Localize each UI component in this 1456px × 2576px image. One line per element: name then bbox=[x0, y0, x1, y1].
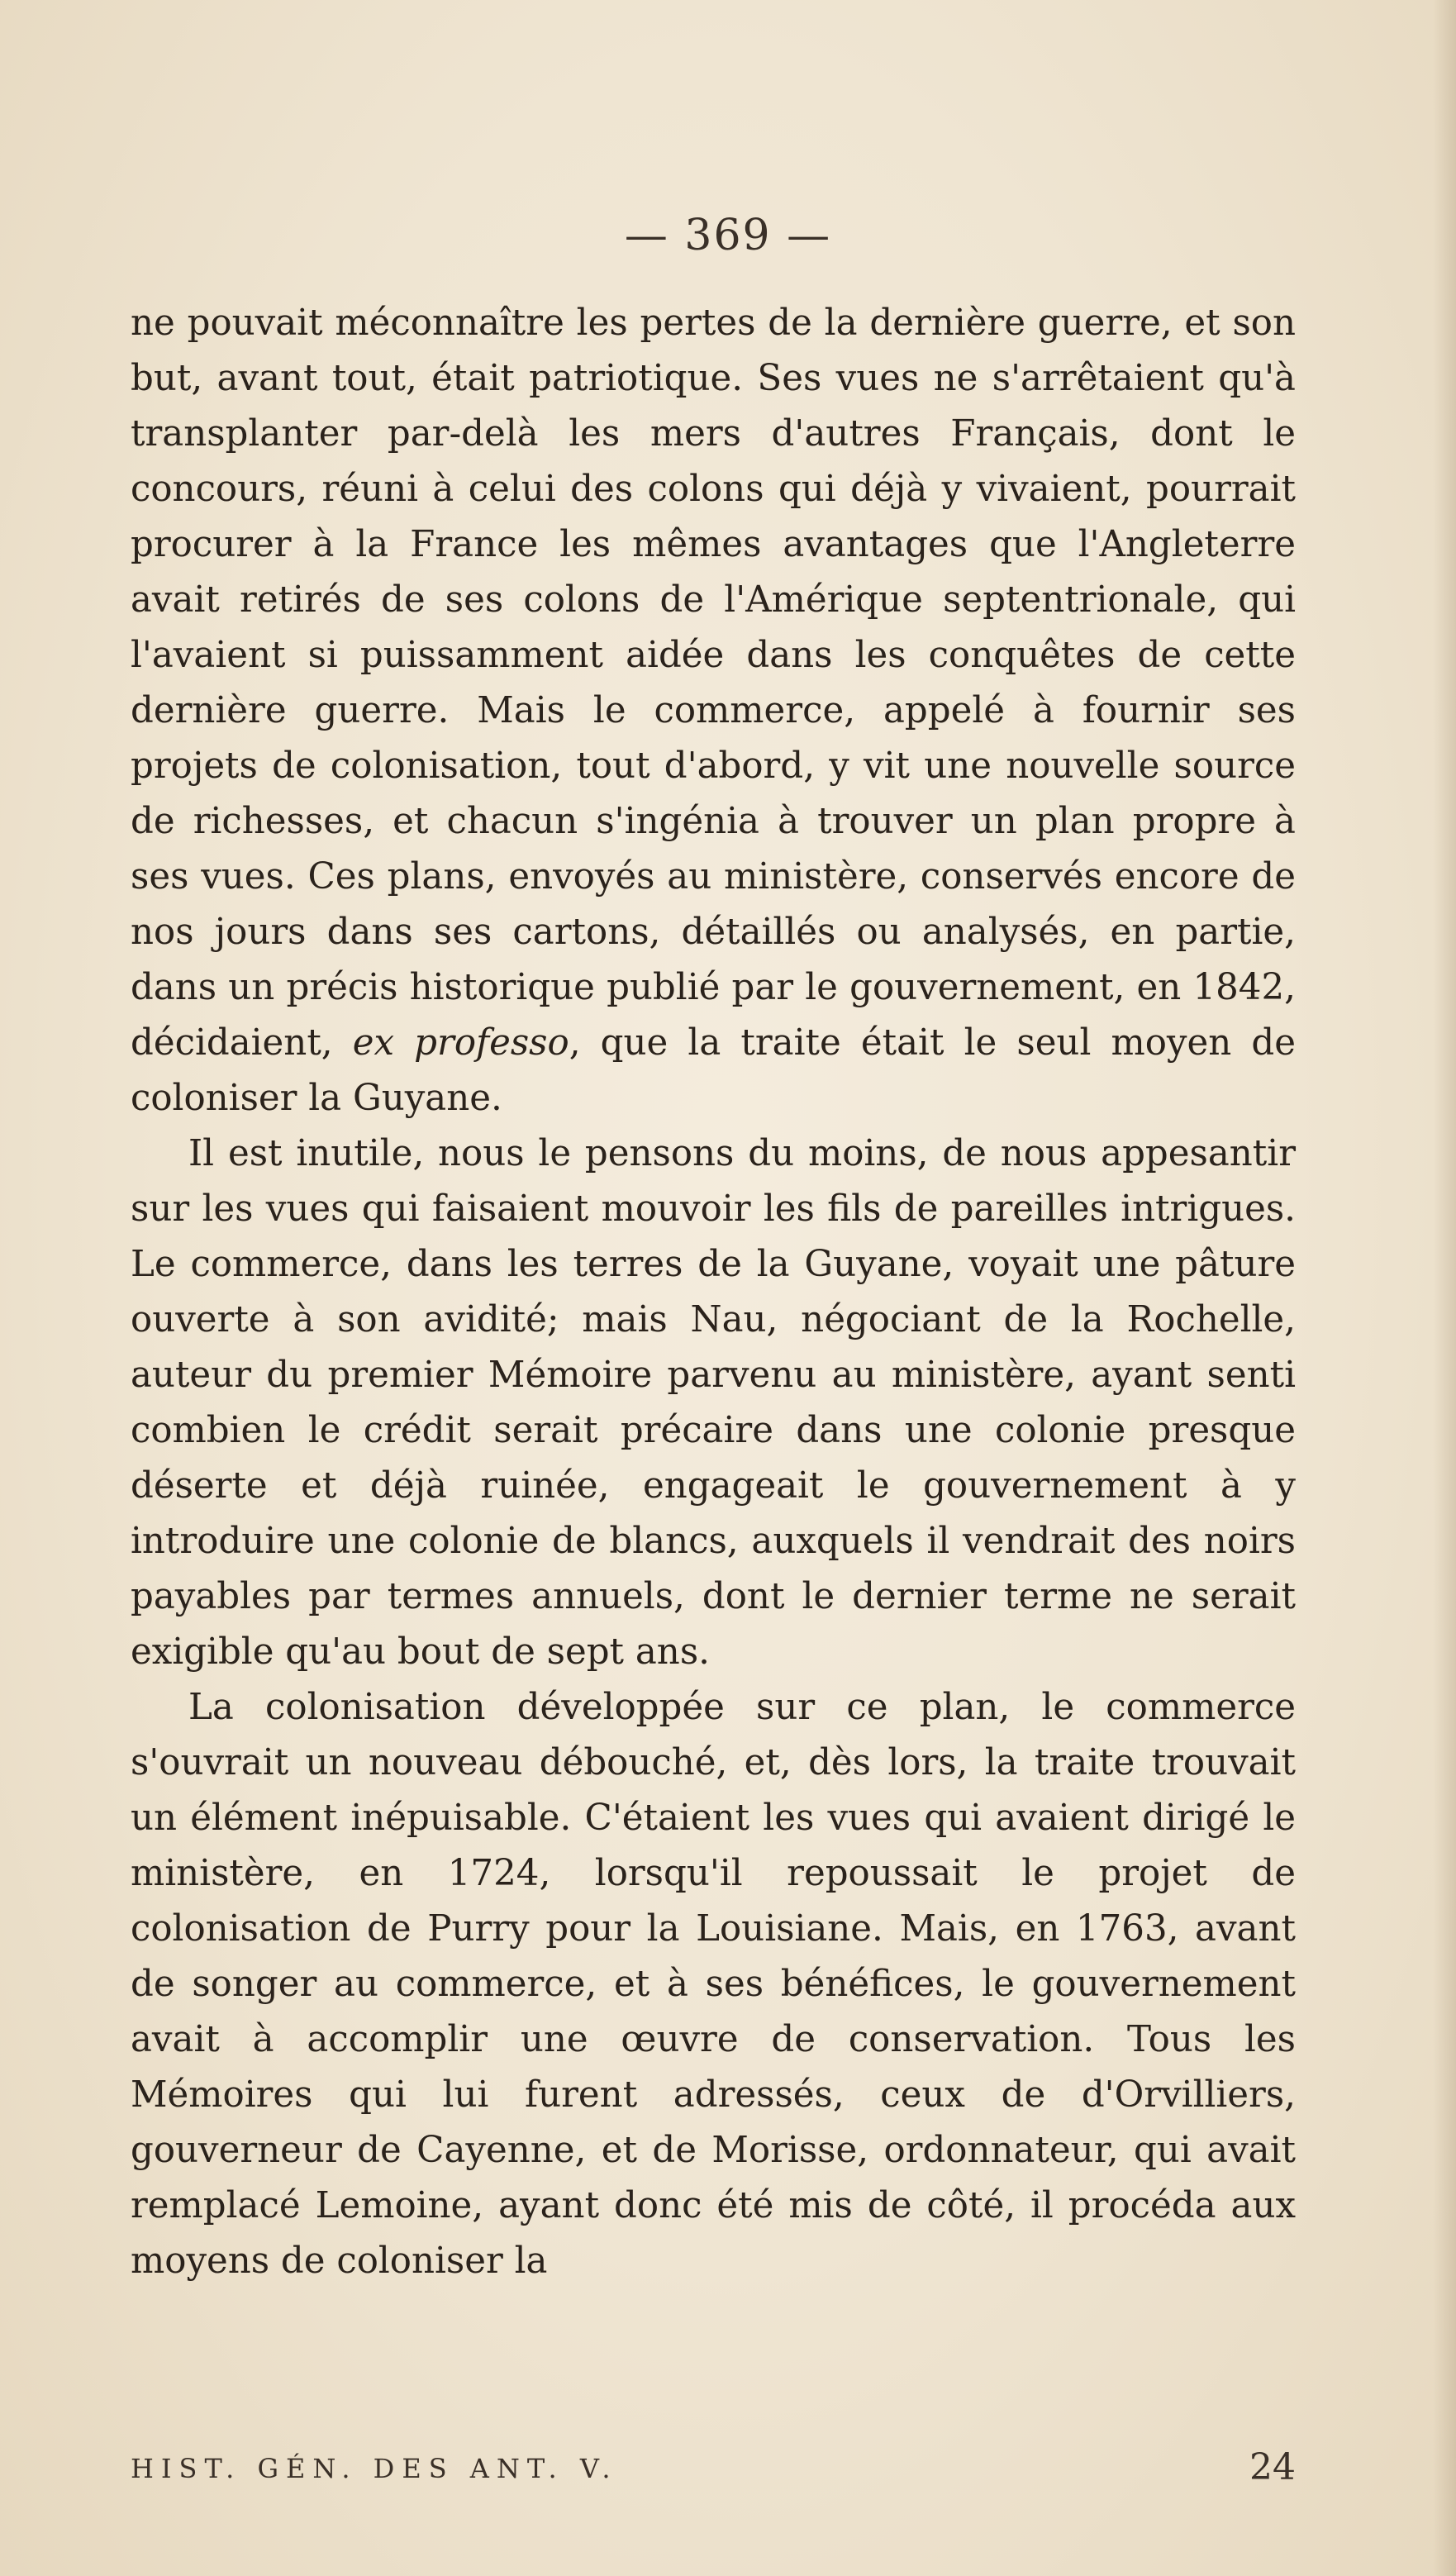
signature-mark: HIST. GÉN. DES ANT. V. bbox=[131, 2453, 618, 2484]
latin-phrase: ex professo bbox=[352, 1022, 569, 1064]
paragraph-3: La colonisation développée sur ce plan, le commerce s'ouvrait un nouveau débouché, et, dès lors, la traite trouvait un élément inépuisable. C'étaient les vues qui avaient dirigé le ministère, en 1724, lorsqu'il repoussait le projet de colonisation de Purry pour la Louisiane. Mais, en 1763, avant de songer au commerce, et à ses bénéfices, le gouvernement avait à accomplir une œuvre de conservation. Tous les Mémoires qui lui furent adressés, ceux de d'Orvilliers, gouverneur de Cayenne, et de Morisse, ordonnateur, qui avait remplacé Lemoine, ayant donc été mis de côté, il procéda aux moyens de coloniser la bbox=[131, 1687, 1296, 2282]
paragraph-1-text-end: , que la traite était le seul moyen de coloniser la Guyane. bbox=[131, 1022, 1296, 1119]
paragraph-1 bbox=[131, 296, 1296, 1126]
paragraph-1-text: ne pouvait méconnaître les pertes de la dernière guerre, et son but, avant tout, était patriotique. Ses vues ne s'arrêtaient qu'à transplanter par-delà les mers d'autres Français, dont le concours, réuni à celui des colons qui déjà y vivaient, pourrait procurer à la France les mêmes avantages que l'Angleterre avait retirés de ses colons de l'Amérique septentrionale, qui l'avaient si puissamment aidée dans les conquêtes de cette dernière guerre. Mais le commerce, appelé à fournir ses projets de colonisation, tout d'abord, y vit une nouvelle source de richesses, et chacun s'ingénia à trouver un plan propre à ses vues. Ces plans, envoyés au ministère, conservés encore de nos jours dans ses cartons, détaillés ou analysés, en partie, dans un précis historique publié par le gouvernement, en 1842, décidaient, bbox=[131, 302, 1296, 1064]
page-number-header: — 369 — bbox=[624, 211, 832, 260]
body-text bbox=[131, 296, 1296, 2289]
paragraph-2: Il est inutile, nous le pensons du moins, de nous appesantir sur les vues qui faisaient mouvoir les fils de pareilles intrigues. Le commerce, dans les terres de la Guyane, voyait une pâture ouverte à son avidité; mais Nau, négociant de la Rochelle, auteur du premier Mémoire parvenu au ministère, ayant senti combien le crédit serait précaire dans une colonie presque déserte et déjà ruinée, engageait le gouvernement à y introduire une colonie de blancs, auxquels il vendrait des noirs payables par termes annuels, dont le dernier terme ne serait exigible qu'au bout de sept ans. bbox=[131, 1133, 1296, 1673]
folio-number: 24 bbox=[1249, 2446, 1296, 2488]
